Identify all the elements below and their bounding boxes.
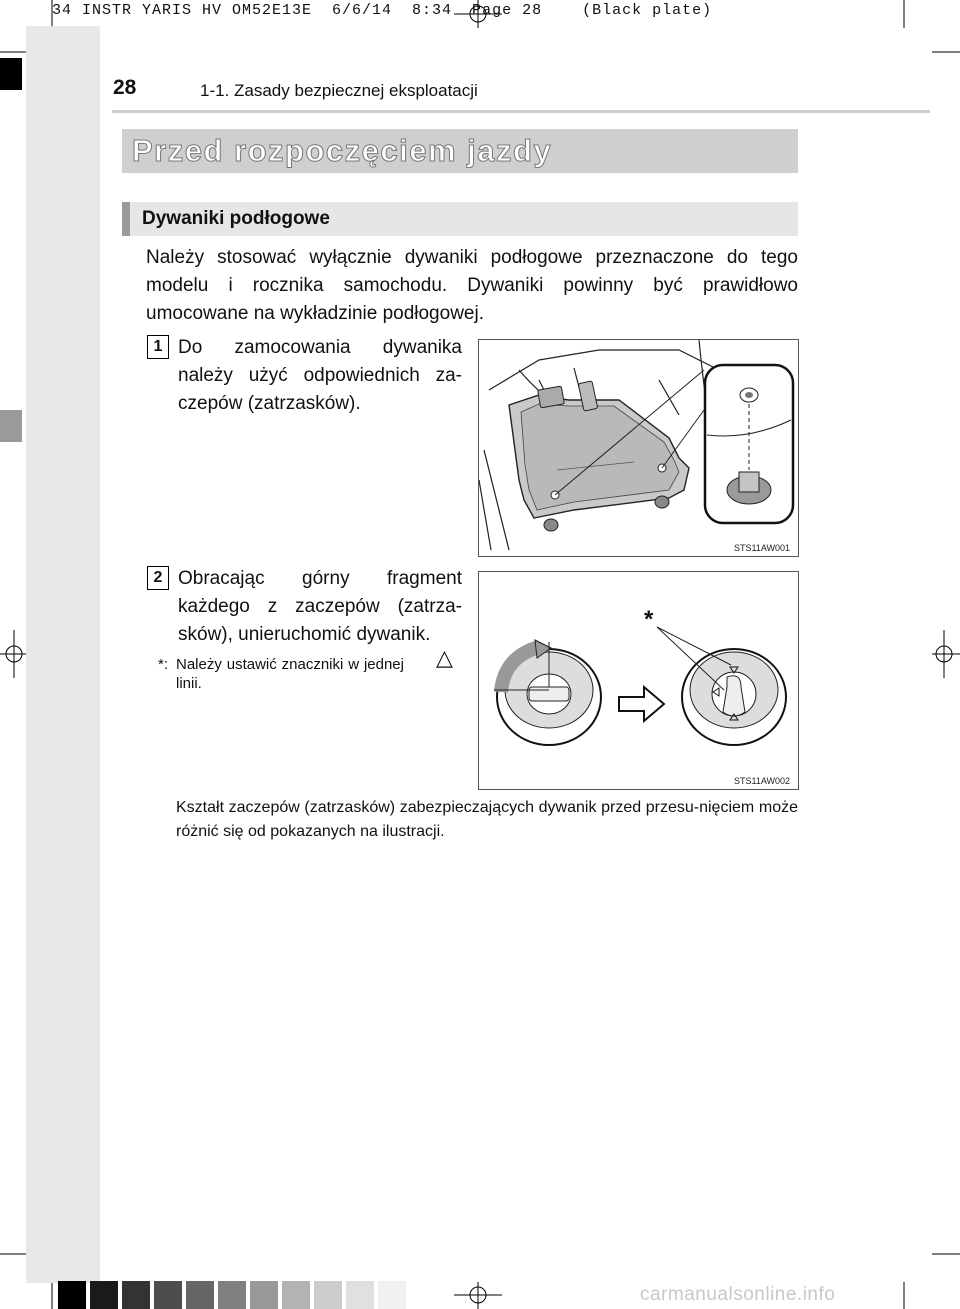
color-swatch [250, 1281, 278, 1309]
page-sidebar [26, 26, 100, 1283]
step-number-1: 1 [147, 335, 169, 359]
color-swatch [154, 1281, 182, 1309]
registration-target-right [932, 630, 960, 678]
floor-mat-illustration [479, 340, 798, 556]
chapter-tab-black [0, 58, 22, 90]
color-swatch [122, 1281, 150, 1309]
figure-asterisk: * [644, 606, 654, 633]
color-swatch [346, 1281, 374, 1309]
color-swatch [186, 1281, 214, 1309]
page-title-bar [122, 129, 798, 173]
color-swatch [378, 1281, 406, 1309]
step-text-1: Do zamocowania dywanika należy użyć odpowiednich za-czepów (zatrzasków). [178, 337, 462, 414]
header-divider [112, 110, 930, 113]
color-swatch [58, 1281, 86, 1309]
page-title: Przed rozpoczęciem jazdy [132, 133, 553, 168]
figure-clip-rotation [478, 571, 799, 790]
section-title: 1-1. Zasady bezpiecznej eksploatacji [200, 81, 478, 100]
registration-target-bottom [454, 1282, 502, 1309]
subtitle-bar [122, 202, 798, 236]
color-swatch [218, 1281, 246, 1309]
figure-floor-mat [478, 339, 799, 557]
note-text: Należy ustawić znaczniki w jednej linii. [176, 656, 404, 692]
color-calibration-bar [58, 1281, 410, 1309]
note-star: *: [158, 656, 169, 673]
print-header-line: 34 INSTR YARIS HV OM52E13E 6/6/14 8:34 Page 28 (Black plate) [52, 2, 713, 19]
page-number: 28 [113, 76, 137, 99]
clip-rotation-illustration [479, 572, 798, 789]
color-swatch [314, 1281, 342, 1309]
step-number-2: 2 [147, 566, 169, 590]
registration-target-left [0, 630, 28, 678]
intro-paragraph: Należy stosować wyłącznie dywaniki podłogowe przeznaczone do tego modelu i rocznika samochodu. Dywaniki powinny być prawidłowo umocowane na wykładzinie podłogowej. [146, 247, 798, 324]
chapter-tab-gray [0, 410, 22, 442]
color-swatch [90, 1281, 118, 1309]
figure-code-2: STS11AW002 [733, 776, 790, 786]
subtitle: Dywaniki podłogowe [142, 208, 330, 229]
color-swatch [282, 1281, 310, 1309]
watermark: carmanualsonline.info [640, 1284, 836, 1305]
figure-code-1: STS11AW001 [733, 543, 790, 553]
footer-note: Kształt zaczepów (zatrzasków) zabezpieczających dywanik przed przesu-nięciem może różnić się od pokazanych na ilustracji. [176, 799, 798, 840]
triangle-marker-icon: △ [436, 645, 453, 670]
step-text-2: Obracając górny fragment każdego z zaczepów (zatrza-sków), unieruchomić dywanik. [178, 568, 462, 645]
